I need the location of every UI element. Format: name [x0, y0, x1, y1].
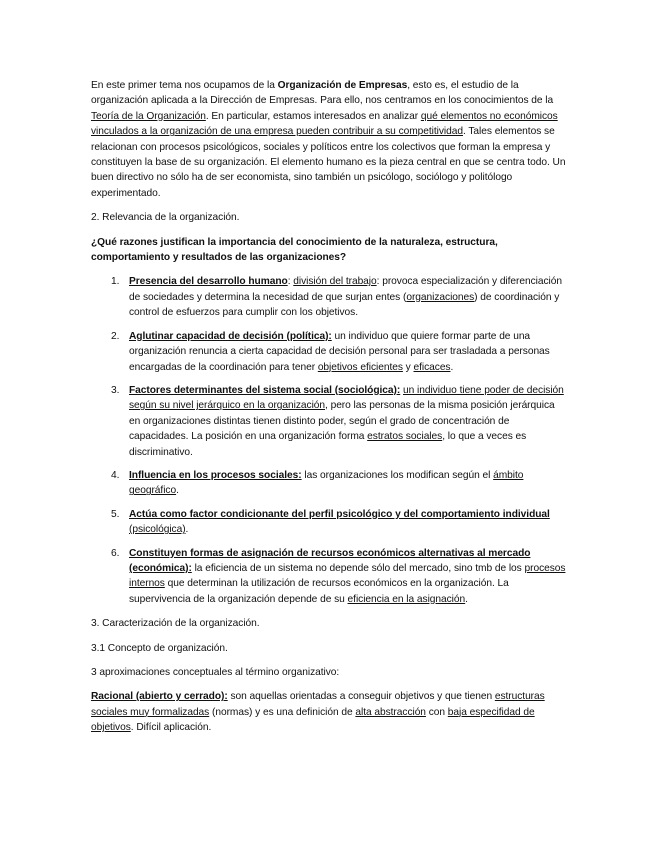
list-item-title: Actúa como factor condicionante del perfil psicológico y del comportamiento individual: [129, 508, 550, 520]
approaches-intro: 3 aproximaciones conceptuales al término organizativo:: [91, 667, 340, 678]
intro-paragraph: [91, 78, 567, 201]
list-item: [91, 507, 567, 538]
list-item-text: : provoca especialización y diferenciación de sociedades y determina la necesidad de que surjan entes (: [129, 276, 562, 303]
racional-paragraph: [91, 689, 567, 735]
list-item-underlined: eficiencia en la asignación: [347, 593, 466, 605]
list-item-title: Constituyen formas de asignación de recursos económicos alternativas al mercado (económica):: [129, 547, 531, 574]
list-item-underlined: estratos sociales: [367, 431, 443, 443]
list-item-text: ) de coordinación y control de esfuerzos para cumplir con los objetivos.: [129, 291, 560, 319]
list-item-underlined: eficaces: [413, 361, 451, 373]
reasons-list: [91, 274, 567, 607]
question-heading: ¿Qué razones justifican la importancia del conocimiento de la naturaleza, estructura, comportamiento y resultados de las organizaciones?: [91, 236, 498, 264]
racional-text: son aquellas orientadas a conseguir objetivos y que tienen: [227, 691, 495, 703]
list-item-text: las organizaciones los modifican según el: [301, 469, 494, 481]
list-item-text: .: [450, 361, 454, 373]
list-item-number: 4.: [111, 469, 120, 481]
racional-underlined: alta abstracción: [355, 706, 426, 718]
list-item-number: 6.: [111, 547, 120, 559]
intro-text: , esto es, el estudio de la organización aplicada a la Dirección de Empresas. Para ello, nos centramos en los conocimientos de la: [91, 80, 554, 107]
racional-title: Racional (abierto y cerrado):: [91, 691, 228, 703]
list-item-number: 5.: [111, 508, 120, 520]
list-item: [91, 546, 567, 608]
list-item-underlined: (psicológica): [129, 524, 186, 536]
section-3-1-heading: 3.1 Concepto de organización.: [91, 642, 228, 654]
list-item-text: la eficiencia de un sistema no depende sólo del mercado, sino tmb de los: [191, 562, 525, 574]
list-item-text: que determinan la utilización de recursos económicos en la organización. La supervivencia de la organización depende de su: [129, 578, 509, 605]
racional-text: (normas) y es una definición de: [209, 706, 356, 718]
list-item-text: , lo que a veces es discriminativo.: [129, 431, 527, 458]
list-item: [91, 274, 567, 320]
list-item-text: .: [176, 485, 179, 497]
list-item: [91, 468, 567, 499]
intro-text: . En particular, estamos interesados en analizar: [205, 110, 421, 122]
intro-text: . Tales elementos se relacionan con procesos psicológicos, sociales y políticos entre los colectivos que forman la empresa y constituyen la base de su organización. El elemento humano es la pieza central en que se centra todo. Un buen directivo no sólo ha de ser economista, sino también un psicólogo, sociólogo y politólogo experimentado.: [91, 126, 566, 199]
section-2-heading: 2. Relevancia de la organización.: [91, 212, 240, 224]
list-item-title: Presencia del desarrollo humano: [129, 276, 288, 288]
section-3-heading: 3. Caracterización de la organización.: [91, 618, 260, 630]
intro-text: En este primer tema nos ocupamos de la: [91, 80, 278, 91]
list-item-underlined: procesos internos: [129, 562, 566, 590]
racional-underlined: estructuras sociales muy formalizadas: [91, 691, 545, 718]
list-item-underlined: un individuo tiene poder de decisión según su nivel jerárquico en la organización: [129, 384, 564, 412]
list-item-number: 2.: [111, 330, 120, 342]
intro-underlined-phrase: qué elementos no económicos vinculados a la organización de una empresa pueden contribuir a su competitividad: [91, 110, 558, 138]
racional-text: . Difícil aplicación.: [130, 722, 212, 734]
list-item-title: Aglutinar capacidad de decisión (política):: [129, 330, 332, 342]
list-item-text: .: [185, 524, 189, 536]
racional-text: con: [425, 706, 448, 718]
list-item-title: Factores determinantes del sistema social (sociológica):: [129, 384, 401, 396]
list-item-underlined: organizaciones: [406, 291, 475, 303]
list-item-text: :: [287, 276, 294, 288]
intro-bold-term: Organización de Empresas: [277, 80, 408, 91]
list-item-number: 3.: [111, 384, 120, 396]
racional-underlined: baja especifidad de objetivos: [91, 706, 535, 734]
list-item-number: 1.: [111, 276, 120, 288]
intro-underlined-term: Teoría de la Organización: [91, 110, 206, 122]
list-item: [91, 383, 567, 460]
list-item-text: y: [402, 361, 414, 373]
list-item-underlined: objetivos eficientes: [317, 361, 403, 373]
list-item-text: un individuo que quiere formar parte de una organización renuncia a cierta capacidad de decisión personal para ser trasladada a personas encargadas de la coordinación para tener: [129, 330, 550, 373]
list-item-text: .: [465, 593, 468, 605]
list-item-title: Influencia en los procesos sociales:: [129, 469, 302, 481]
list-item-underlined: ámbito geográfico: [129, 469, 524, 497]
list-item-text: , pero las personas de la misma posición jerárquica en organizaciones distintas tienen distinto poder, según el grado de concentración de capacidades. La posición en una organización forma: [129, 400, 555, 443]
list-item: [91, 329, 567, 375]
list-item-underlined: división del trabajo: [293, 276, 377, 288]
